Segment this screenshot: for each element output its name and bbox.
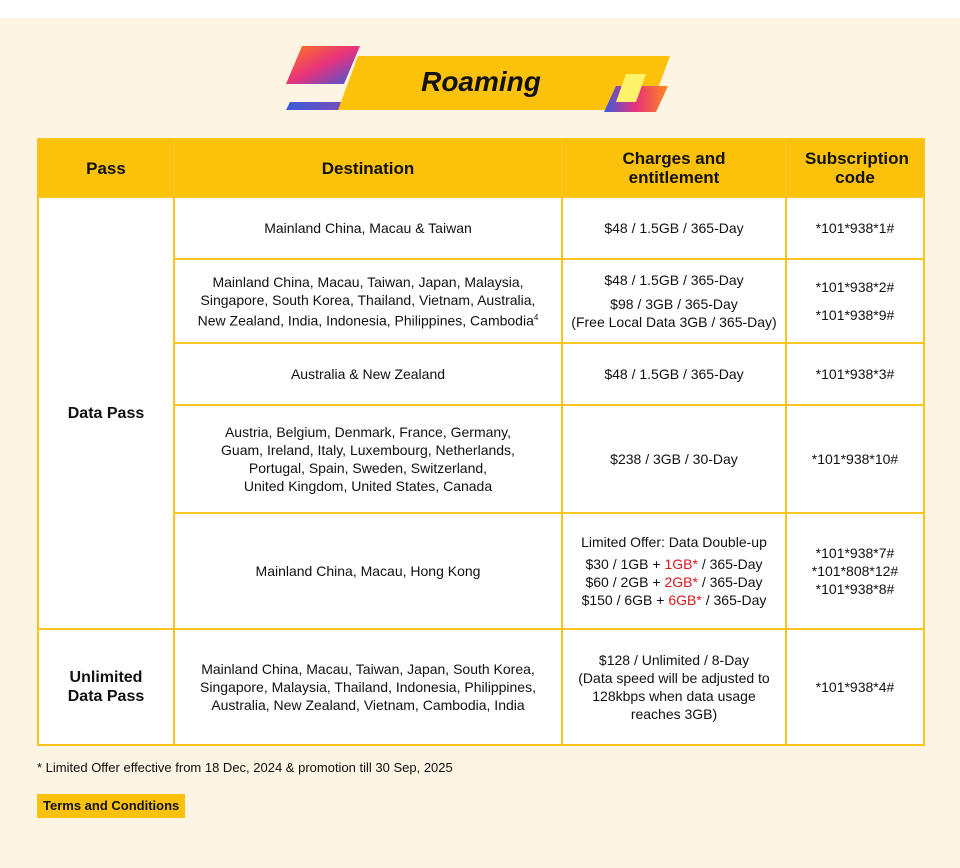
- offer-line: $30 / 1GB + 1GB* / 365-Day: [585, 556, 763, 572]
- offer-title: Limited Offer: Data Double-up: [581, 534, 767, 550]
- table-row: [38, 629, 924, 745]
- code-cell: *101*938*4#: [786, 629, 924, 745]
- code-line: *101*938*2#: [815, 279, 895, 295]
- pass-name-unlimited-data-pass: Unlimited Data Pass: [38, 629, 174, 745]
- code-cell: *101*938*1#: [786, 197, 924, 259]
- destination-line: United Kingdom, United States, Canada: [243, 478, 493, 494]
- destination-line: Portugal, Spain, Sweden, Switzerland,: [248, 460, 488, 476]
- charge-line: reaches 3GB): [630, 706, 718, 722]
- destination-line: Guam, Ireland, Italy, Luxembourg, Netherlands,: [221, 442, 515, 458]
- code-cell: *101*938*10#: [786, 405, 924, 513]
- destination-cell: Mainland China, Macau, Hong Kong: [174, 513, 562, 629]
- destination-line: Singapore, South Korea, Thailand, Vietnam, Australia,: [200, 291, 536, 308]
- roaming-table: [37, 138, 925, 746]
- code-cell: [786, 513, 924, 629]
- charges-cell: $48 / 1.5GB / 365-Day: [562, 343, 786, 405]
- header-charges: Charges and entitlement: [562, 139, 786, 197]
- table-row: [38, 197, 924, 259]
- code-line: *101*938*7#: [815, 545, 895, 561]
- destination-cell: [174, 629, 562, 745]
- page-background: [0, 18, 960, 868]
- page-title: Roaming: [421, 66, 541, 97]
- bonus-data: 6GB*: [668, 592, 702, 608]
- header-destination: Destination: [174, 139, 562, 197]
- charges-cell: [562, 259, 786, 343]
- table-header-row: [38, 139, 924, 197]
- code-cell: *101*938*3#: [786, 343, 924, 405]
- charge-line: $98 / 3GB / 365-Day: [610, 296, 738, 312]
- header-subscription-code: Subscription code: [786, 139, 924, 197]
- offer-line: $60 / 2GB + 2GB* / 365-Day: [585, 574, 763, 590]
- charges-cell: [562, 513, 786, 629]
- code-line: *101*938*9#: [815, 307, 895, 323]
- destination-cell: [174, 405, 562, 513]
- destination-line: New Zealand, India, Indonesia, Philippines, Cambodia$^4$: [197, 312, 539, 329]
- charge-line: 128kbps when data usage: [592, 688, 756, 704]
- destination-cell: Mainland China, Macau & Taiwan: [174, 197, 562, 259]
- destination-line: Singapore, Malaysia, Thailand, Indonesia, Philippines,: [200, 679, 536, 695]
- destination-cell: [174, 259, 562, 343]
- code-line: *101*938*8#: [815, 581, 895, 597]
- charge-line: (Data speed will be adjusted to: [578, 670, 770, 686]
- destination-line: Austria, Belgium, Denmark, France, Germany,: [224, 424, 512, 440]
- destination-line: Australia, New Zealand, Vietnam, Cambodia, India: [211, 697, 525, 713]
- charge-line: $48 / 1.5GB / 365-Day: [604, 272, 744, 288]
- offer-line: $150 / 6GB + 6GB* / 365-Day: [581, 592, 767, 608]
- header-pass: Pass: [38, 139, 174, 197]
- bonus-data: 1GB*: [664, 556, 698, 572]
- destination-line: Mainland China, Macau, Taiwan, Japan, Malaysia,: [212, 273, 524, 290]
- footnote: * Limited Offer effective from 18 Dec, 2024 & promotion till 30 Sep, 2025: [37, 760, 453, 775]
- charge-line: (Free Local Data 3GB / 365-Day): [571, 314, 777, 330]
- charge-line: $128 / Unlimited / 8-Day: [598, 652, 750, 668]
- pass-name-data-pass: Data Pass: [38, 197, 174, 629]
- code-line: *101*808*12#: [811, 563, 899, 579]
- charges-cell: [562, 629, 786, 745]
- bonus-data: 2GB*: [664, 574, 698, 590]
- code-cell: [786, 259, 924, 343]
- footnote-marker: 4: [533, 312, 539, 322]
- terms-and-conditions-button[interactable]: Terms and Conditions: [37, 794, 185, 818]
- roaming-banner: [286, 44, 676, 124]
- charges-cell: $48 / 1.5GB / 365-Day: [562, 197, 786, 259]
- destination-line: Mainland China, Macau, Taiwan, Japan, South Korea,: [201, 661, 535, 677]
- charges-cell: $238 / 3GB / 30-Day: [562, 405, 786, 513]
- destination-cell: Australia & New Zealand: [174, 343, 562, 405]
